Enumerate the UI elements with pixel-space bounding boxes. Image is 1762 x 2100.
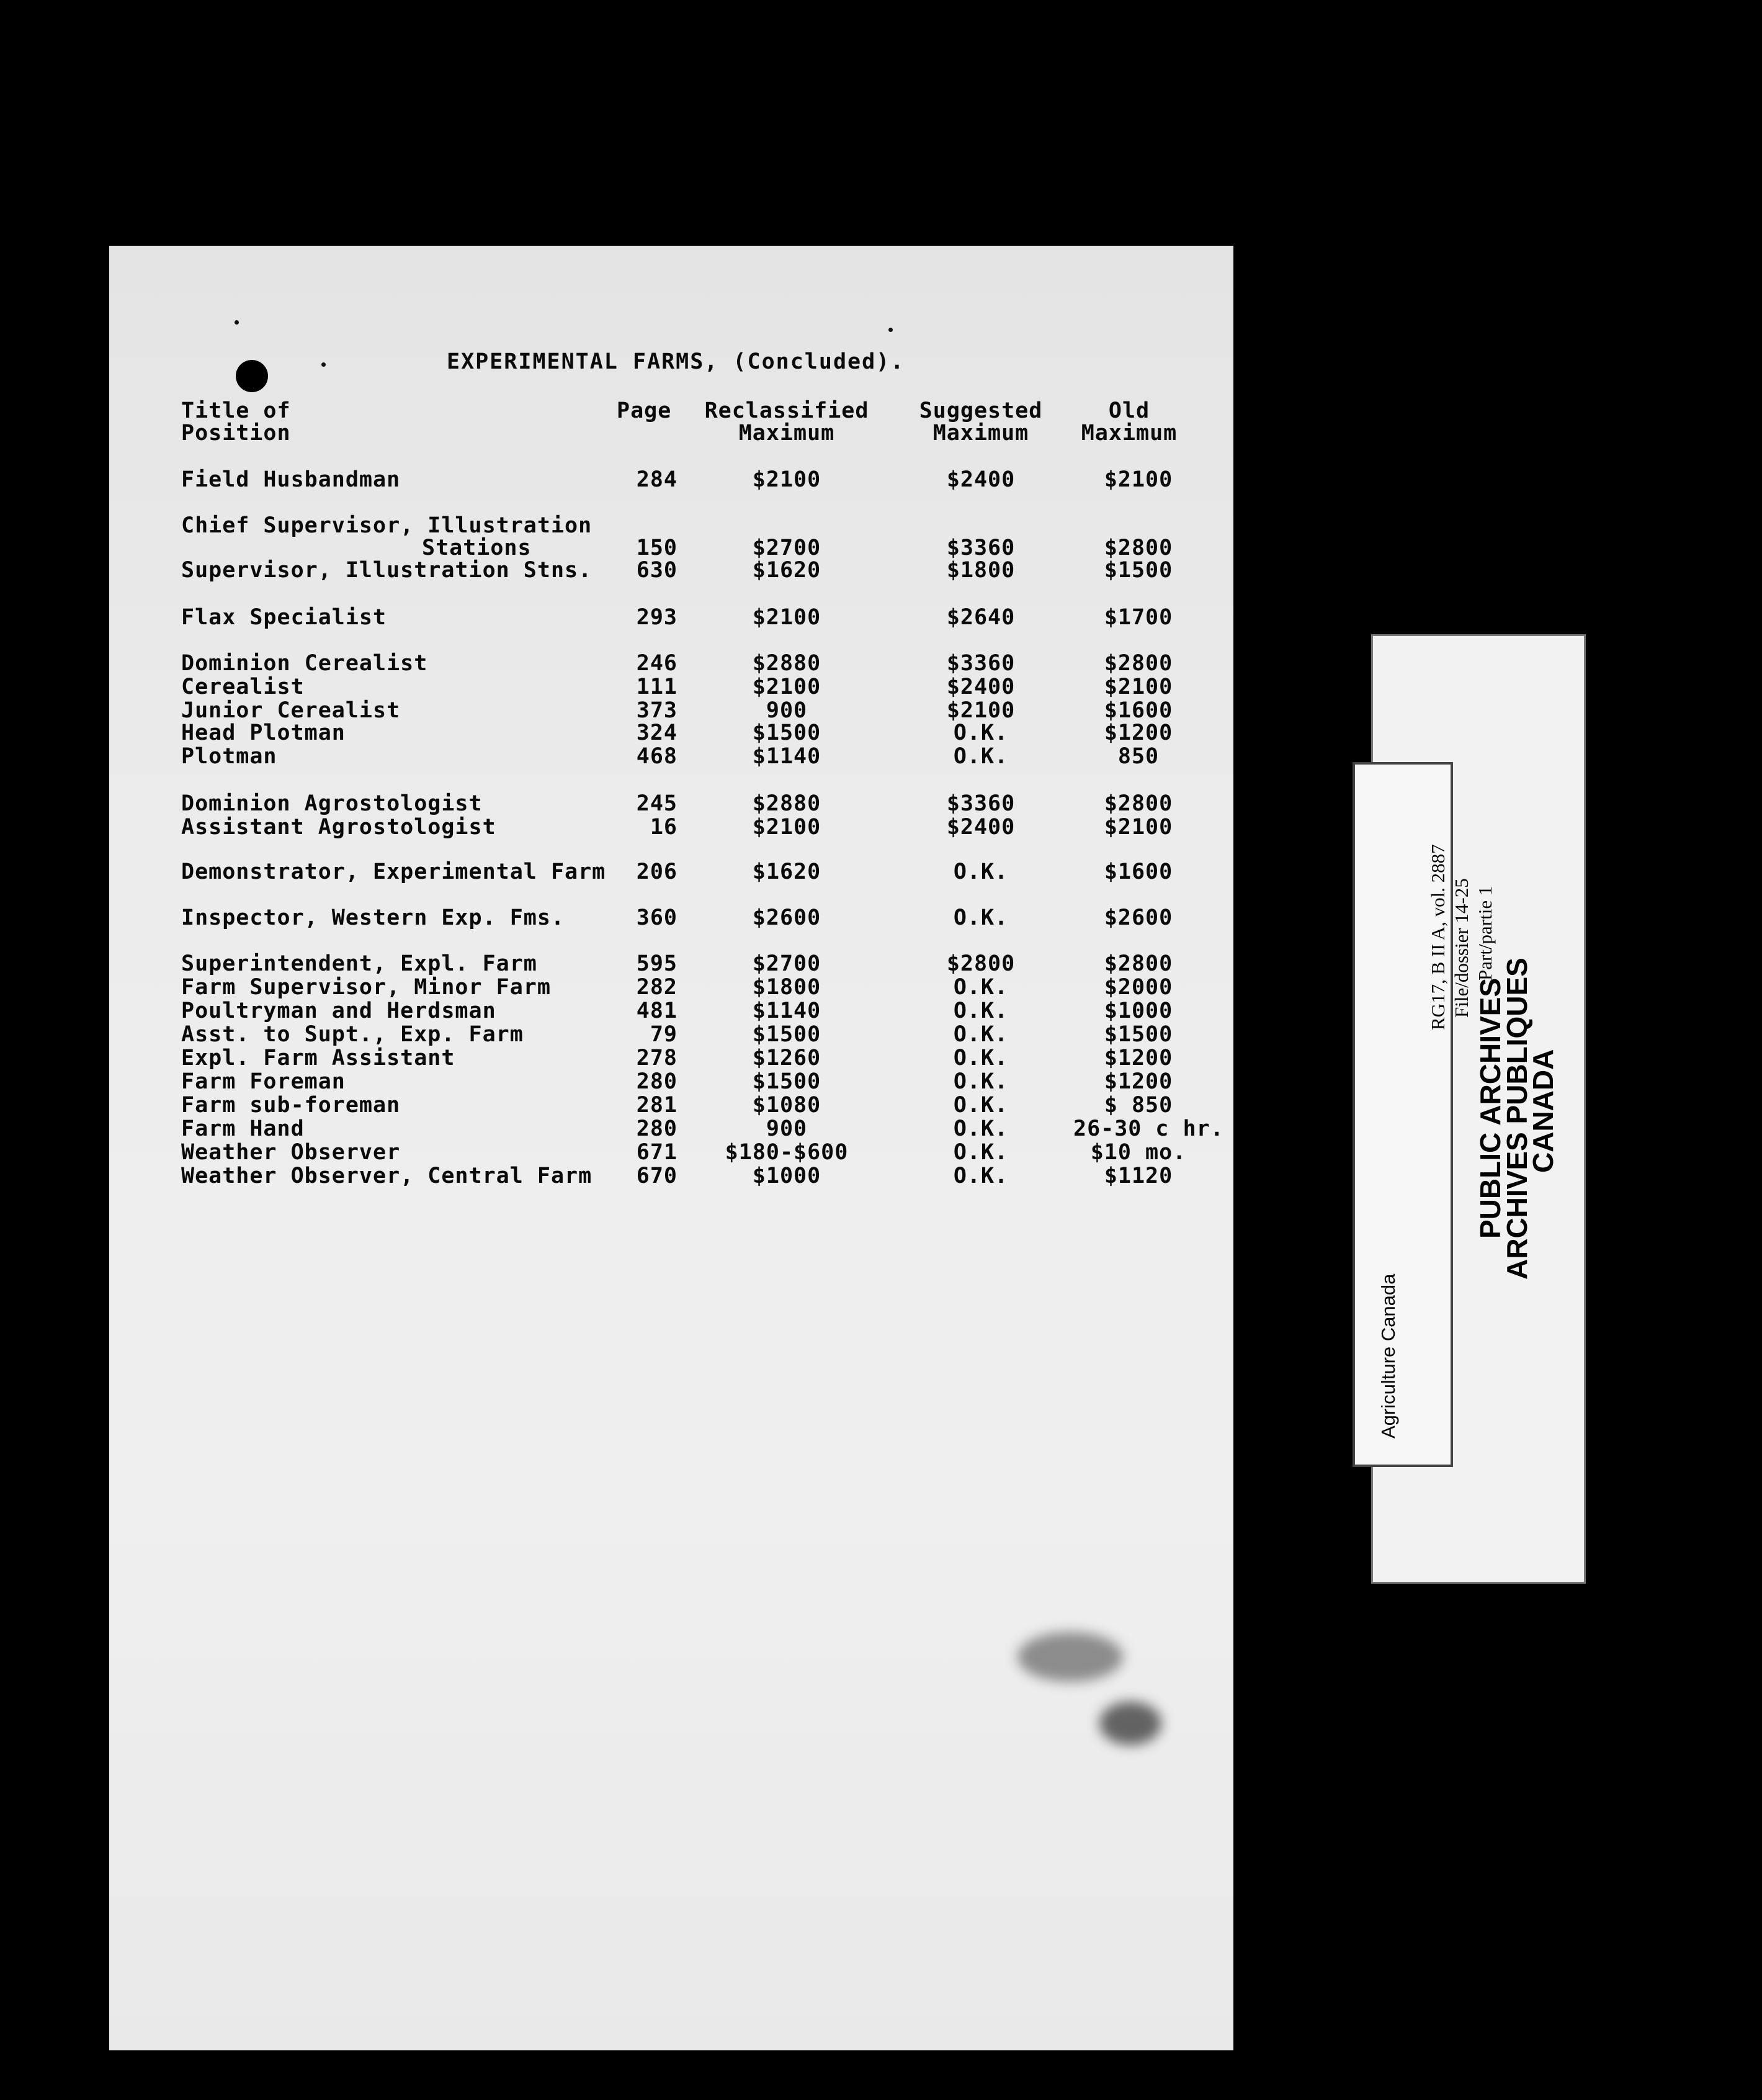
row-reclassified-max: $1140 [752, 744, 821, 769]
row-reclassified-max: $1000 [752, 1164, 821, 1188]
row-old-max: $2100 [1104, 675, 1173, 699]
row-old-max: $2800 [1104, 951, 1173, 976]
label-archive-line3: CANADA [1527, 1049, 1559, 1173]
row-page: 481 [636, 998, 678, 1023]
row-old-max: $1500 [1104, 558, 1173, 583]
row-suggested-max: $3360 [946, 651, 1016, 676]
row-old-max: $1000 [1104, 998, 1173, 1023]
row-title: Weather Observer, Central Farm [181, 1164, 593, 1188]
row-title: Farm sub-foreman [181, 1093, 401, 1118]
row-suggested-max: O.K. [953, 744, 1009, 769]
header-page: Page [617, 398, 672, 423]
row-page: 373 [636, 698, 678, 723]
row-title: Inspector, Western Exp. Fms. [181, 905, 565, 930]
row-page: 206 [636, 859, 678, 884]
row-page: 278 [636, 1046, 678, 1070]
row-reclassified-max: $1500 [752, 1069, 821, 1094]
row-old-max: $2800 [1104, 791, 1173, 816]
row-reclassified-max: $2100 [752, 675, 821, 699]
row-title: Cerealist [181, 675, 305, 699]
row-suggested-max: $2400 [946, 467, 1016, 492]
row-title: Dominion Agrostologist [181, 791, 483, 816]
row-suggested-max: $3360 [946, 536, 1016, 560]
row-old-max: $2600 [1104, 905, 1173, 930]
row-reclassified-max: $2600 [752, 905, 821, 930]
row-title: Supervisor, Illustration Stns. [181, 558, 593, 583]
row-reclassified-max: $1500 [752, 720, 821, 745]
ink-smudge [1099, 1702, 1161, 1745]
row-page: 630 [636, 558, 678, 583]
row-title: Junior Cerealist [181, 698, 401, 723]
row-reclassified-max: $2100 [752, 605, 821, 630]
row-page: 595 [636, 951, 678, 976]
label-archive-line2: ARCHIVES PUBLIQUES [1501, 958, 1533, 1280]
row-reclassified-max: $2880 [752, 791, 821, 816]
label-reference-line2: File/dossier 14-25 [1451, 878, 1472, 1018]
row-old-max: $2800 [1104, 651, 1173, 676]
row-old-max: $2800 [1104, 536, 1173, 560]
row-page: 281 [636, 1093, 678, 1118]
row-page: 293 [636, 605, 678, 630]
row-suggested-max: O.K. [953, 1116, 1009, 1141]
row-old-max: 26-30 c hr. [1073, 1116, 1224, 1141]
row-title: Head Plotman [181, 720, 346, 745]
row-suggested-max: O.K. [953, 1069, 1009, 1094]
row-reclassified-max: $1800 [752, 975, 821, 1000]
row-page: 280 [636, 1069, 678, 1094]
header-suggested-line2: Maximum [932, 421, 1029, 446]
row-title: Asst. to Supt., Exp. Farm [181, 1022, 524, 1047]
row-suggested-max: $2100 [946, 698, 1016, 723]
row-reclassified-max: $2100 [752, 467, 821, 492]
row-old-max: $ 850 [1104, 1093, 1173, 1118]
row-page: 284 [636, 467, 678, 492]
header-title-line2: Position [181, 421, 291, 446]
paper-speck [235, 320, 239, 325]
row-title: Stations [422, 536, 532, 560]
row-title: Weather Observer [181, 1140, 401, 1165]
row-suggested-max: $2640 [946, 605, 1016, 630]
row-page: 324 [636, 720, 678, 745]
row-suggested-max: $2400 [946, 675, 1016, 699]
row-suggested-max: O.K. [953, 998, 1009, 1023]
row-suggested-max: O.K. [953, 1046, 1009, 1070]
row-old-max: $1500 [1104, 1022, 1173, 1047]
row-suggested-max: O.K. [953, 859, 1009, 884]
row-reclassified-max: $1620 [752, 859, 821, 884]
row-title: Chief Supervisor, Illustration [181, 513, 593, 538]
row-page: 360 [636, 905, 678, 930]
row-suggested-max: $2400 [946, 815, 1016, 840]
row-reclassified-max: $2700 [752, 951, 821, 976]
row-old-max: $2100 [1104, 467, 1173, 492]
row-old-max: 850 [1117, 744, 1160, 769]
row-title: Farm Hand [181, 1116, 305, 1141]
row-old-max: $1120 [1104, 1164, 1173, 1188]
row-suggested-max: $2800 [946, 951, 1016, 976]
row-reclassified-max: $2100 [752, 815, 821, 840]
row-title: Field Husbandman [181, 467, 401, 492]
row-old-max: $1600 [1104, 859, 1173, 884]
ink-smudge [1017, 1632, 1123, 1682]
row-title: Farm Foreman [181, 1069, 346, 1094]
row-suggested-max: $3360 [946, 791, 1016, 816]
row-suggested-max: O.K. [953, 1093, 1009, 1118]
row-title: Farm Supervisor, Minor Farm [181, 975, 551, 1000]
header-suggested-line1: Suggested [919, 398, 1043, 423]
row-title: Superintendent, Expl. Farm [181, 951, 537, 976]
row-old-max: $1200 [1104, 1046, 1173, 1070]
row-page: 111 [636, 675, 678, 699]
punch-hole [236, 360, 268, 392]
row-old-max: $10 mo. [1090, 1140, 1187, 1165]
row-title: Expl. Farm Assistant [181, 1046, 455, 1070]
row-old-max: $1200 [1104, 720, 1173, 745]
row-title: Dominion Cerealist [181, 651, 428, 676]
label-department: Agriculture Canada [1377, 1273, 1399, 1438]
row-title: Demonstrator, Experimental Farm [181, 859, 606, 884]
row-page: 468 [636, 744, 678, 769]
row-reclassified-max: $180-$600 [725, 1140, 849, 1165]
row-title: Flax Specialist [181, 605, 387, 630]
label-reference-line1: RG17, B II A, vol. 2887 [1427, 844, 1449, 1030]
header-old-line1: Old [1108, 398, 1150, 423]
row-reclassified-max: $2880 [752, 651, 821, 676]
row-page: 280 [636, 1116, 678, 1141]
row-suggested-max: $1800 [946, 558, 1016, 583]
header-old-line2: Maximum [1081, 421, 1178, 446]
row-title: Assistant Agrostologist [181, 815, 496, 840]
row-suggested-max: O.K. [953, 975, 1009, 1000]
row-page: 16 [650, 815, 678, 840]
row-suggested-max: O.K. [953, 1140, 1009, 1165]
header-reclassified-line1: Reclassified [704, 398, 869, 423]
row-title: Plotman [181, 744, 277, 769]
row-page: 282 [636, 975, 678, 1000]
label-archive-line1: PUBLIC ARCHIVES [1474, 978, 1506, 1239]
row-page: 79 [650, 1022, 678, 1047]
row-suggested-max: O.K. [953, 905, 1009, 930]
row-page: 150 [636, 536, 678, 560]
row-reclassified-max: 900 [766, 698, 808, 723]
label-reference-line3: Part/partie 1 [1474, 886, 1496, 980]
row-page: 671 [636, 1140, 678, 1165]
row-old-max: $2100 [1104, 815, 1173, 840]
row-page: 245 [636, 791, 678, 816]
row-page: 670 [636, 1164, 678, 1188]
row-old-max: $2000 [1104, 975, 1173, 1000]
row-reclassified-max: 900 [766, 1116, 808, 1141]
row-suggested-max: O.K. [953, 1022, 1009, 1047]
row-reclassified-max: $1140 [752, 998, 821, 1023]
header-reclassified-line2: Maximum [738, 421, 835, 446]
header-title-line1: Title of [181, 398, 291, 423]
row-reclassified-max: $1080 [752, 1093, 821, 1118]
document-title: EXPERIMENTAL FARMS, (Concluded). [447, 349, 905, 374]
paper-speck [321, 362, 326, 367]
paper-speck [888, 328, 893, 332]
row-old-max: $1600 [1104, 698, 1173, 723]
row-reclassified-max: $1500 [752, 1022, 821, 1047]
row-suggested-max: O.K. [953, 1164, 1009, 1188]
row-title: Poultryman and Herdsman [181, 998, 496, 1023]
row-reclassified-max: $2700 [752, 536, 821, 560]
row-old-max: $1200 [1104, 1069, 1173, 1094]
row-old-max: $1700 [1104, 605, 1173, 630]
row-page: 246 [636, 651, 678, 676]
row-reclassified-max: $1260 [752, 1046, 821, 1070]
row-reclassified-max: $1620 [752, 558, 821, 583]
row-suggested-max: O.K. [953, 720, 1009, 745]
